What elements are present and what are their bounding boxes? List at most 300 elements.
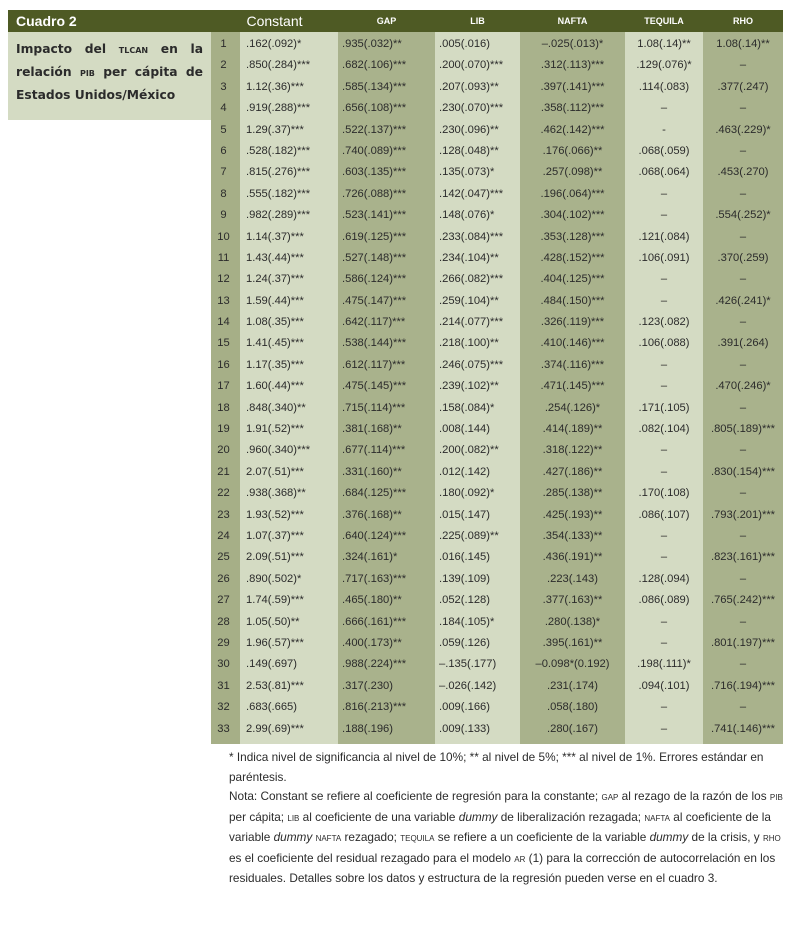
cell-constant: .683(.665) bbox=[246, 701, 297, 714]
cell-rho: .823(.161)*** bbox=[710, 551, 776, 564]
title-text: en la relación bbox=[16, 42, 204, 79]
cell-model-number: 26 bbox=[217, 572, 230, 585]
cell-tequila: .106(.091) bbox=[638, 251, 690, 264]
cell-rho: – bbox=[739, 316, 747, 329]
note-segment: lib bbox=[287, 811, 300, 824]
table-row bbox=[211, 55, 783, 76]
table-row bbox=[211, 312, 783, 333]
cell-tequila: .123(.082) bbox=[638, 316, 690, 329]
cell-rho: – bbox=[739, 358, 747, 371]
cell-constant: 2.99(.69)*** bbox=[246, 722, 304, 735]
cell-constant: 2.09(.51)*** bbox=[246, 551, 304, 564]
cell-nafta: .223(.143) bbox=[547, 572, 598, 585]
table-row bbox=[211, 227, 783, 248]
cell-nafta: .395(.161)** bbox=[542, 636, 603, 649]
cell-tequila: – bbox=[660, 273, 668, 286]
cell-nafta: –.025(.013)* bbox=[541, 38, 604, 50]
cell-tequila: .094(.101) bbox=[638, 679, 690, 692]
cell-lib: .052(.128) bbox=[439, 594, 490, 607]
table-header-bar bbox=[8, 10, 783, 32]
cell-gap: .988(.224)*** bbox=[342, 658, 407, 671]
cell-model-number: 11 bbox=[217, 251, 230, 264]
table-row bbox=[211, 291, 783, 312]
cell-rho: – bbox=[739, 102, 747, 115]
cell-tequila: .128(.094) bbox=[638, 572, 690, 585]
cell-constant: .938(.368)** bbox=[246, 487, 306, 500]
cell-lib: .184(.105)* bbox=[439, 615, 495, 628]
cell-rho: .716(.194)*** bbox=[710, 679, 776, 692]
cell-nafta: .427(.186)** bbox=[542, 465, 603, 478]
cell-model-number: 18 bbox=[217, 401, 230, 414]
table-row bbox=[211, 654, 783, 675]
cell-nafta: .318(.122)** bbox=[542, 444, 603, 457]
cell-gap: .740(.089)*** bbox=[342, 144, 407, 157]
table-row bbox=[211, 547, 783, 568]
cell-model-number: 28 bbox=[217, 615, 230, 628]
cell-tequila: .068(.064) bbox=[638, 166, 690, 179]
cell-rho: .426(.241)* bbox=[715, 294, 771, 307]
cell-nafta: .358(.112)*** bbox=[540, 102, 605, 115]
cell-tequila: – bbox=[660, 380, 668, 393]
cell-lib: .234(.104)** bbox=[439, 251, 499, 264]
note-segment: al coeficiente de una variable bbox=[299, 809, 459, 824]
cell-model-number: 19 bbox=[217, 423, 230, 436]
column-header-gap: GAP bbox=[376, 16, 397, 26]
cell-constant: 1.29(.37)*** bbox=[246, 123, 304, 136]
note-segment: (1) para la corrección de autocorrelación en los residuales. Detalles sobre los datos y estructura de la regresión pueden verse en el cuadro 3. bbox=[229, 850, 776, 885]
table-row bbox=[211, 590, 783, 611]
cell-rho: .391(.264) bbox=[717, 337, 769, 350]
cell-gap: .331(.160)** bbox=[342, 465, 402, 478]
cell-model-number: 9 bbox=[220, 209, 227, 222]
cell-model-number: 5 bbox=[220, 123, 227, 136]
cell-rho: .830(.154)*** bbox=[710, 465, 776, 478]
cell-gap: .666(.161)*** bbox=[342, 615, 407, 628]
cell-nafta: .410(.146)*** bbox=[540, 337, 605, 350]
cell-tequila: .086(.107) bbox=[638, 508, 690, 521]
cell-constant: 1.07(.37)*** bbox=[246, 529, 304, 542]
cell-rho: – bbox=[739, 529, 747, 542]
cell-gap: .527(.148)*** bbox=[342, 251, 407, 264]
cell-model-number: 7 bbox=[220, 166, 227, 179]
cell-lib: .142(.047)*** bbox=[439, 187, 504, 200]
cell-lib: .009(.133) bbox=[439, 722, 490, 735]
table-row bbox=[211, 162, 783, 183]
cell-gap: .324(.161)* bbox=[342, 551, 398, 564]
cell-nafta: .058(.180) bbox=[547, 701, 598, 714]
cell-rho: .463(.229)* bbox=[715, 123, 771, 136]
title-text: per cápita de Estados Unidos/México bbox=[16, 65, 203, 102]
cell-rho: .453(.270) bbox=[717, 166, 769, 179]
cell-nafta: .462(.142)*** bbox=[540, 123, 605, 136]
cell-nafta: .257(.098)** bbox=[542, 166, 603, 179]
cell-gap: .642(.117)*** bbox=[342, 316, 406, 329]
table-row bbox=[211, 440, 783, 461]
cell-rho: – bbox=[739, 401, 747, 414]
cell-nafta: .353(.128)*** bbox=[540, 230, 605, 243]
table-body bbox=[211, 34, 783, 740]
note-segment: dummy bbox=[458, 809, 498, 824]
cell-tequila: – bbox=[660, 102, 668, 115]
cell-rho: .805(.189)*** bbox=[710, 423, 776, 436]
cell-constant: .982(.289)*** bbox=[246, 209, 311, 222]
cell-lib: .009(.166) bbox=[439, 701, 490, 714]
cell-lib: .200(.070)*** bbox=[439, 59, 504, 72]
cell-rho: .793(.201)*** bbox=[710, 508, 776, 521]
note-segment: dummy bbox=[273, 830, 313, 844]
title-abbr-pib: pib bbox=[79, 66, 95, 79]
cell-model-number: 31 bbox=[217, 679, 230, 692]
cell-constant: 1.74(.59)*** bbox=[246, 594, 304, 607]
note-segment: per cápita; bbox=[229, 809, 288, 824]
cell-gap: .465(.180)** bbox=[342, 594, 402, 607]
cell-constant: 1.96(.57)*** bbox=[246, 636, 304, 649]
note-segment: tequila bbox=[400, 832, 435, 844]
cell-lib: –.026(.142) bbox=[439, 679, 497, 692]
cell-rho: – bbox=[739, 230, 747, 243]
cell-rho: .801(.197)*** bbox=[710, 636, 776, 649]
cell-model-number: 4 bbox=[220, 102, 227, 115]
table-title bbox=[16, 38, 203, 107]
cell-model-number: 8 bbox=[220, 187, 227, 200]
cell-constant: 1.93(.52)*** bbox=[246, 508, 304, 521]
cell-tequila: 1.08(.14)** bbox=[637, 38, 691, 50]
cell-model-number: 24 bbox=[217, 529, 230, 542]
cell-gap: .603(.135)*** bbox=[342, 166, 407, 179]
cell-gap: .538(.144)*** bbox=[342, 337, 407, 350]
note-segment: Nota: Constant se refiere al coeficiente de regresión para la constante; bbox=[229, 789, 602, 803]
cell-model-number: 25 bbox=[217, 551, 230, 564]
cell-tequila: – bbox=[660, 465, 668, 478]
cell-model-number: 14 bbox=[217, 316, 230, 329]
cell-lib: .180(.092)* bbox=[439, 487, 495, 500]
note-segment: al coeficiente de la variable bbox=[229, 809, 771, 844]
table-label: Cuadro 2 bbox=[16, 13, 77, 29]
cell-nafta: .484(.150)*** bbox=[540, 294, 605, 307]
note-segment: se refiere a un coeficiente de la variable bbox=[434, 830, 650, 844]
cell-rho: – bbox=[739, 572, 747, 585]
cell-lib: .233(.084)*** bbox=[439, 230, 504, 243]
cell-lib: .015(.147) bbox=[439, 508, 490, 521]
cell-model-number: 20 bbox=[217, 444, 230, 457]
cell-lib: .259(.104)** bbox=[439, 294, 499, 307]
table-row bbox=[211, 141, 783, 162]
cell-tequila: – bbox=[660, 358, 668, 371]
table-row bbox=[211, 505, 783, 526]
table-row bbox=[211, 355, 783, 376]
cell-tequila: .129(.076)* bbox=[636, 59, 692, 72]
table-row bbox=[211, 376, 783, 397]
cell-nafta: .285(.138)** bbox=[542, 487, 603, 500]
note-segment: es el coeficiente del residual rezagado para el modelo bbox=[229, 850, 515, 865]
cell-rho: – bbox=[739, 658, 747, 671]
cell-lib: .225(.089)** bbox=[439, 529, 499, 542]
table-row bbox=[211, 419, 783, 440]
note-segment: pib bbox=[769, 791, 783, 803]
cell-tequila: .121(.084) bbox=[638, 230, 690, 243]
column-header-rho: RHO bbox=[733, 16, 753, 26]
cell-tequila: .170(.108) bbox=[638, 487, 690, 500]
cell-nafta: .354(.133)** bbox=[542, 529, 603, 542]
cell-rho: – bbox=[739, 487, 747, 500]
table-row bbox=[211, 34, 783, 55]
cell-gap: .475(.147)*** bbox=[342, 294, 407, 307]
cell-nafta: .397(.141)*** bbox=[540, 80, 605, 93]
cell-tequila: .198(.111)* bbox=[637, 658, 691, 671]
cell-constant: .960(.340)*** bbox=[246, 444, 311, 457]
table-row bbox=[211, 676, 783, 697]
cell-nafta: .196(.064)*** bbox=[540, 187, 605, 200]
cell-rho: – bbox=[739, 144, 747, 157]
cell-constant: 1.91(.52)*** bbox=[246, 423, 304, 436]
cell-nafta: .280(.138)* bbox=[544, 615, 601, 628]
cell-model-number: 30 bbox=[217, 658, 230, 671]
table-row bbox=[211, 269, 783, 290]
cell-nafta: .414(.189)** bbox=[542, 423, 603, 436]
cell-rho: .741(.146)*** bbox=[710, 722, 776, 735]
cell-nafta: .280(.167) bbox=[547, 722, 598, 735]
column-header-lib: LIB bbox=[470, 16, 485, 26]
cell-rho: – bbox=[739, 615, 747, 628]
cell-gap: .400(.173)** bbox=[342, 636, 402, 649]
cell-lib: .239(.102)** bbox=[439, 380, 499, 393]
cell-model-number: 3 bbox=[220, 80, 227, 93]
cell-constant: .850(.284)*** bbox=[246, 59, 311, 72]
table-row bbox=[211, 98, 783, 119]
cell-lib: .230(.096)** bbox=[439, 123, 499, 136]
cell-rho: .554(.252)* bbox=[715, 209, 771, 222]
cell-gap: .317(.230) bbox=[342, 679, 393, 692]
column-header-nafta: NAFTA bbox=[557, 16, 588, 26]
note-segment: dummy bbox=[649, 830, 689, 844]
cell-gap: .684(.125)*** bbox=[342, 487, 407, 500]
cell-rho: – bbox=[739, 59, 747, 72]
cell-tequila: – bbox=[660, 551, 668, 564]
cell-constant: .149(.697) bbox=[246, 658, 297, 671]
table-row bbox=[211, 333, 783, 354]
cell-lib: .158(.084)* bbox=[439, 401, 495, 414]
cell-model-number: 21 bbox=[217, 465, 230, 478]
column-header-tequila: TEQUILA bbox=[644, 16, 684, 26]
cell-gap: .715(.114)*** bbox=[342, 401, 406, 414]
cell-nafta: .304(.102)*** bbox=[540, 209, 605, 222]
cell-gap: .935(.032)** bbox=[342, 38, 402, 50]
variable-note bbox=[229, 787, 785, 889]
table-row bbox=[211, 633, 783, 654]
cell-nafta: .326(.119)*** bbox=[540, 316, 605, 329]
title-text: Impacto del bbox=[16, 42, 119, 56]
cell-gap: .816(.213)*** bbox=[342, 701, 407, 714]
table-row bbox=[211, 569, 783, 590]
cell-constant: 1.08(.35)*** bbox=[246, 316, 304, 329]
cell-constant: .890(.502)* bbox=[246, 572, 302, 585]
cell-constant: 1.12(.36)*** bbox=[246, 80, 304, 93]
cell-tequila: - bbox=[662, 123, 666, 136]
cell-model-number: 12 bbox=[217, 273, 230, 286]
cell-tequila: .082(.104) bbox=[638, 423, 690, 436]
cell-tequila: – bbox=[660, 636, 668, 649]
table-row bbox=[211, 697, 783, 718]
cell-lib: .214(.077)*** bbox=[439, 316, 504, 329]
cell-rho: – bbox=[739, 701, 747, 714]
cell-gap: .381(.168)** bbox=[342, 423, 402, 436]
cell-nafta: .425(.193)** bbox=[542, 508, 603, 521]
cell-rho: – bbox=[739, 444, 747, 457]
cell-lib: .246(.075)*** bbox=[439, 358, 504, 371]
cell-tequila: .114(.083) bbox=[638, 80, 690, 93]
cell-nafta: .176(.066)** bbox=[542, 144, 603, 157]
cell-model-number: 2 bbox=[220, 59, 227, 72]
cell-tequila: – bbox=[660, 444, 668, 457]
cell-lib: .230(.070)*** bbox=[439, 102, 504, 115]
cell-constant: .528(.182)*** bbox=[246, 144, 311, 157]
cell-constant: .555(.182)*** bbox=[246, 187, 311, 200]
cell-lib: .139(.109) bbox=[439, 572, 490, 585]
cell-gap: .188(.196) bbox=[342, 722, 393, 735]
cell-gap: .640(.124)*** bbox=[342, 529, 407, 542]
table-notes bbox=[229, 748, 785, 889]
cell-rho: .765(.242)*** bbox=[710, 594, 776, 607]
cell-model-number: 33 bbox=[217, 722, 230, 735]
cell-constant: 1.41(.45)*** bbox=[246, 337, 304, 350]
cell-nafta: .374(.116)*** bbox=[540, 358, 605, 371]
table-row bbox=[211, 248, 783, 269]
cell-lib: .207(.093)** bbox=[439, 80, 499, 93]
cell-lib: .016(.145) bbox=[439, 551, 490, 564]
cell-nafta: .377(.163)** bbox=[542, 594, 603, 607]
cell-tequila: .106(.088) bbox=[638, 337, 690, 350]
cell-nafta: .471(.145)*** bbox=[540, 380, 605, 393]
cell-lib: –.135(.177) bbox=[439, 658, 497, 671]
cell-constant: 1.60(.44)*** bbox=[246, 380, 304, 393]
cell-gap: .612(.117)*** bbox=[342, 358, 406, 371]
cell-tequila: .068(.059) bbox=[638, 144, 690, 157]
cell-rho: – bbox=[739, 187, 747, 200]
cell-lib: .012(.142) bbox=[439, 465, 490, 478]
cell-constant: .162(.092)* bbox=[246, 38, 302, 50]
cell-gap: .523(.141)*** bbox=[342, 209, 407, 222]
table-row bbox=[211, 462, 783, 483]
cell-nafta: .254(.126)* bbox=[544, 401, 601, 414]
cell-gap: .619(.125)*** bbox=[342, 230, 407, 243]
table-title-box bbox=[8, 32, 211, 120]
cell-constant: 2.53(.81)*** bbox=[246, 679, 304, 692]
table-row bbox=[211, 184, 783, 205]
cell-lib: .200(.082)** bbox=[439, 444, 499, 457]
cell-constant: 1.24(.37)*** bbox=[246, 273, 304, 286]
cell-gap: .726(.088)*** bbox=[342, 187, 407, 200]
cell-nafta: .428(.152)*** bbox=[540, 251, 605, 264]
cell-gap: .475(.145)*** bbox=[342, 380, 407, 393]
cell-tequila: – bbox=[660, 294, 668, 307]
cell-model-number: 13 bbox=[217, 294, 230, 307]
table-row bbox=[211, 77, 783, 98]
cell-gap: .656(.108)*** bbox=[342, 102, 407, 115]
cell-model-number: 17 bbox=[217, 380, 230, 393]
cell-gap: .717(.163)*** bbox=[342, 572, 407, 585]
cell-gap: .586(.124)*** bbox=[342, 273, 407, 286]
note-segment: nafta bbox=[315, 832, 342, 844]
cell-model-number: 6 bbox=[220, 144, 227, 157]
cell-gap: .585(.134)*** bbox=[342, 80, 407, 93]
table-row bbox=[211, 612, 783, 633]
note-segment: al rezago de la razón de los bbox=[618, 789, 770, 803]
cell-tequila: – bbox=[660, 722, 668, 735]
note-segment: rezagado; bbox=[341, 830, 401, 844]
cell-lib: .128(.048)** bbox=[439, 144, 499, 157]
cell-lib: .005(.016) bbox=[439, 38, 490, 50]
cell-constant: .815(.276)*** bbox=[246, 166, 311, 179]
note-segment: gap bbox=[601, 791, 619, 803]
cell-rho: .370(.259) bbox=[717, 251, 769, 264]
cell-tequila: .086(.089) bbox=[638, 594, 690, 607]
cell-model-number: 15 bbox=[217, 337, 230, 350]
cell-model-number: 29 bbox=[217, 636, 230, 649]
cell-lib: .059(.126) bbox=[439, 636, 490, 649]
column-header-constant: Constant bbox=[246, 13, 303, 29]
cell-lib: .008(.144) bbox=[439, 423, 490, 436]
cell-nafta: .436(.191)** bbox=[542, 551, 603, 564]
note-segment: de liberalización rezagada; bbox=[497, 809, 645, 824]
table-row bbox=[211, 398, 783, 419]
cell-constant: 1.43(.44)*** bbox=[246, 251, 304, 264]
cell-gap: .682(.106)*** bbox=[342, 59, 407, 72]
cell-constant: 1.59(.44)*** bbox=[246, 294, 304, 307]
cell-tequila: .171(.105) bbox=[638, 401, 690, 414]
table-row bbox=[211, 719, 783, 740]
table-row bbox=[211, 526, 783, 547]
cell-lib: .218(.100)** bbox=[439, 337, 499, 350]
note-segment: de la crisis, y bbox=[688, 830, 763, 844]
cell-tequila: – bbox=[660, 529, 668, 542]
cell-model-number: 10 bbox=[217, 230, 230, 243]
cell-model-number: 27 bbox=[217, 594, 230, 607]
cell-model-number: 32 bbox=[217, 701, 230, 714]
cell-nafta: –0.098*(0.192) bbox=[535, 658, 610, 671]
cell-tequila: – bbox=[660, 209, 668, 222]
cell-constant: 1.14(.37)*** bbox=[246, 230, 304, 243]
table-row bbox=[211, 205, 783, 226]
cell-rho: – bbox=[739, 273, 747, 286]
cell-constant: .919(.288)*** bbox=[246, 102, 311, 115]
cell-constant: 1.05(.50)** bbox=[246, 615, 300, 628]
note-segment: rho bbox=[762, 832, 781, 844]
cell-constant: 1.17(.35)*** bbox=[246, 358, 304, 371]
cell-tequila: – bbox=[660, 615, 668, 628]
cell-constant: .848(.340)** bbox=[246, 401, 306, 414]
cell-lib: .148(.076)* bbox=[439, 209, 495, 222]
table-row bbox=[211, 483, 783, 504]
cell-gap: .522(.137)*** bbox=[342, 123, 407, 136]
cell-lib: .135(.073)* bbox=[439, 166, 495, 179]
cell-constant: 2.07(.51)*** bbox=[246, 465, 304, 478]
cell-nafta: .312(.113)*** bbox=[540, 59, 605, 72]
cell-gap: .376(.168)** bbox=[342, 508, 402, 521]
cell-tequila: – bbox=[660, 701, 668, 714]
cell-gap: .677(.114)*** bbox=[342, 444, 406, 457]
cell-rho: .377(.247) bbox=[717, 80, 769, 93]
cell-tequila: – bbox=[660, 187, 668, 200]
cell-rho: .470(.246)* bbox=[715, 380, 771, 393]
cell-nafta: .231(.174) bbox=[547, 679, 598, 692]
cell-rho: 1.08(.14)** bbox=[716, 38, 770, 50]
cell-model-number: 23 bbox=[217, 508, 230, 521]
note-segment: ar bbox=[514, 852, 526, 865]
cell-model-number: 22 bbox=[217, 487, 230, 500]
cell-nafta: .404(.125)*** bbox=[540, 273, 605, 286]
cell-lib: .266(.082)*** bbox=[439, 273, 504, 286]
significance-note: * Indica nivel de significancia al nivel de 10%; ** al nivel de 5%; *** al nivel de 1%. Errores estándar en paréntesis. bbox=[229, 750, 764, 784]
